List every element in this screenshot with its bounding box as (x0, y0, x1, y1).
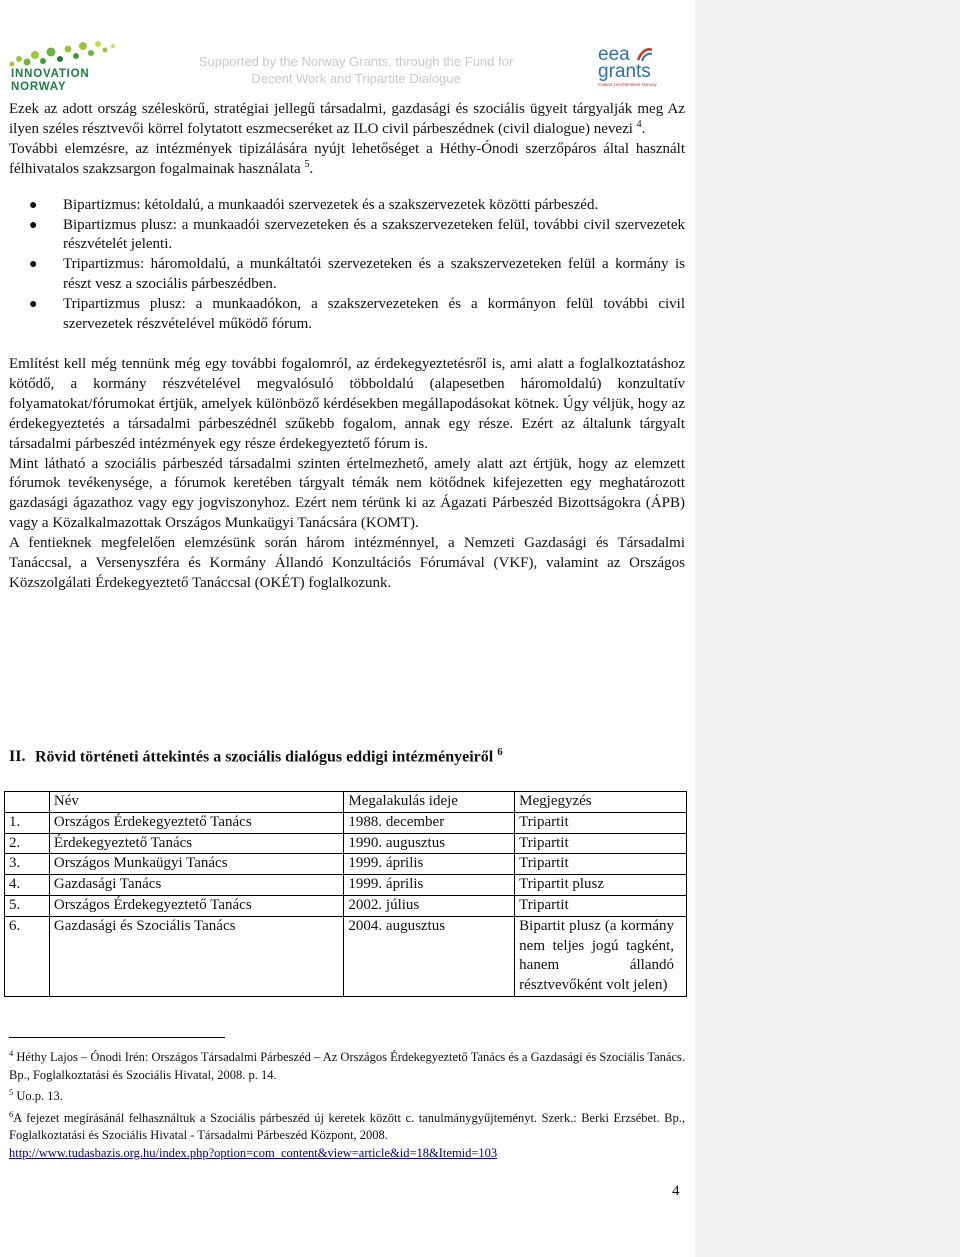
table-cell: 5. (5, 895, 50, 916)
list-item-text: Tripartizmus plusz: a munkaadókon, a szakszervezeteken és a kormányon felül további civil szervezetek részvételével működő fórum. (63, 296, 685, 333)
table-cell: 6. (5, 916, 50, 996)
section-heading (9, 746, 503, 766)
table-cell: Gazdasági Tanács (49, 875, 343, 896)
body-paragraph-3: A fentieknek megfelelően elemzésünk során három intézménnyel, a Nemzeti Gazdasági és Társadalmi Tanáccsal, a Versenyszféra és Kormány Állandó Konzultációs Fórumával (VKF), valamint az Országos Közszolgálati Érdekegyeztető Tanáccsal (OKÉT) foglalkozunk. (9, 535, 685, 591)
table-header-cell (5, 792, 50, 813)
table-cell: Gazdasági és Szociális Tanács (49, 916, 343, 996)
intro-paragraph-1-end: . (641, 120, 646, 137)
table-header-cell: Megjegyzés (515, 792, 687, 813)
table-cell: Országos Munkaügyi Tanács (49, 854, 343, 875)
header-caption-line2: Decent Work and Tripartite Dialogue (251, 71, 461, 86)
page-header (0, 0, 695, 95)
table-row (5, 833, 687, 854)
logo-text-line2: NORWAY (11, 81, 67, 93)
footnote-ref-4[interactable]: 4 (636, 118, 642, 130)
table-cell: Országos Érdekegyeztető Tanács (49, 812, 343, 833)
eea-logo-line2: grants (598, 61, 651, 82)
intro-paragraph-1 (9, 100, 685, 140)
table-cell: 2004. augusztus (344, 916, 515, 996)
footnote-4 (9, 1045, 685, 1084)
eea-grants-logo (596, 46, 666, 94)
footnote-6 (9, 1106, 685, 1163)
table-cell: Bipartit plusz (a kormány nem teljes jogú tagként, hanem állandó résztvevőként volt jelen) (515, 916, 687, 996)
section-title: Rövid történeti áttekintés a szociális dialógus eddigi intézményeiről (35, 748, 494, 766)
footnote-marker: 4 (9, 1048, 14, 1058)
footnotes (9, 1045, 685, 1162)
intro-paragraph-1-text: Ezek az adott ország széleskörű, stratégiai jellegű társadalmi, gazdasági és szociális ügyeit tárgyalják meg Az ilyen széles résztvevői körrel folytatott eszmecseréket az ILO civil párbeszédnek (civil dialogue) nevezi (9, 101, 685, 137)
eea-logo-mark-icon (636, 46, 654, 62)
intro-paragraph-2-end: . (309, 160, 314, 177)
footnote-ref-6[interactable]: 6 (497, 746, 503, 758)
right-margin-panel (695, 0, 960, 1257)
list-item (9, 295, 685, 335)
list-item (9, 255, 685, 295)
table-cell: 4. (5, 875, 50, 896)
bullet-icon: ● (29, 217, 38, 233)
table-cell: 1988. december (344, 812, 515, 833)
header-caption (186, 53, 526, 87)
intro-paragraph-2 (9, 140, 685, 180)
body-paragraph-1: Említést kell még tennünk még egy további fogalomról, az érdekegyeztetésről is, ami alatt a foglalkoztatáshoz kötődő, a kormány részvételével megvalósuló többoldalú (alapesetben háromoldalú) konzultatív folyamatokat/fórumokat értjük, amelyek különböző kérdésekben megállapodásokat kötnek. Úgy véljük, hogy az érdekegyeztetés a társadalmi párbeszédnél szűkebb fogalom, annak egy része. Ezért az általunk tárgyalt társadalmi párbeszéd intézmények egy része érdekegyeztető fórum is. (9, 355, 685, 452)
logo-text-line1: INNOVATION (11, 68, 90, 80)
section-number: II. (9, 748, 26, 766)
eea-logo-tagline: Iceland Liechtenstein Norway (598, 82, 657, 87)
footnote-ref-5[interactable]: 5 (304, 158, 310, 170)
footnote-text: Héthy Lajos – Ónodi Irén: Országos Társadalmi Párbeszéd – Az Országos Érdekegyeztető Tanács és a Gazdasági és Szociális Tanács. Bp., Foglalkoztatási és Szociális Hivatal, 2008. p. 14. (9, 1050, 685, 1082)
list-item (9, 216, 685, 256)
footnote-marker: 6 (9, 1108, 14, 1119)
table-row (5, 895, 687, 916)
table-row (5, 875, 687, 896)
table-cell: Tripartit (515, 895, 687, 916)
table-cell: 2002. július (344, 895, 515, 916)
institutions-table (4, 791, 687, 997)
table-header-row (5, 792, 687, 813)
main-content (9, 100, 685, 594)
list-item-text: Bipartizmus plusz: a munkaadói szervezeteken és a szakszervezeteken felül, további civil szervezetek részvételét jelenti. (63, 216, 685, 253)
page-number: 4 (672, 1183, 680, 1199)
table-cell: 1990. augusztus (344, 833, 515, 854)
table-row (5, 916, 687, 996)
body-paragraph-2: Mint látható a szociális párbeszéd társadalmi szinten értelmezhető, amely alatt azt értjük, hogy az elemzett fórumok tevékenysége, a fórumok keretében tárgyalt témák nem kötődnek kifejezetten egy meghatározott gazdasági ágazathoz vagy egy jogviszonyhoz. Ezért nem térünk ki az Ágazati Párbeszéd Bizottságokra (ÁPB) vagy a Közalkalmazottak Országos Munkaügyi Tanácsára (KOMT). (9, 455, 685, 532)
table-cell: Érdekegyeztető Tanács (49, 833, 343, 854)
footnote-text: A fejezet megírásánál felhasználtuk a Szociális párbeszéd új keretek között c. tanulmánygyűjteményt. Szerk.: Berki Erzsébet. Bp., Foglalkoztatási és Szociális Hivatal - Társadalmi Párbeszéd Központ, 2008. (9, 1110, 685, 1143)
footnote-text: Uo.p. 13. (13, 1089, 63, 1104)
table-row (5, 854, 687, 875)
header-caption-line1: Supported by the Norway Grants, through the Fund for (198, 54, 514, 69)
table-header-cell: Megalakulás ideje (344, 792, 515, 813)
list-item-text: Bipartizmus: kétoldalú, a munkaadói szervezetek és a szakszervezetek közötti párbeszéd. (63, 196, 599, 213)
source-link[interactable]: http://www.tudasbazis.org.hu/index.php?option=com_content&view=article&id=18&Itemid=103 (9, 1145, 498, 1160)
bullet-icon: ● (29, 297, 38, 313)
table-cell: 1999. április (344, 875, 515, 896)
table-cell: 1. (5, 812, 50, 833)
bullet-icon: ● (29, 197, 38, 213)
table-cell: Tripartit (515, 854, 687, 875)
footnote-5 (9, 1084, 685, 1106)
innovation-norway-logo (8, 40, 128, 95)
bullet-list (9, 196, 685, 335)
table-cell: Országos Érdekegyeztető Tanács (49, 895, 343, 916)
footnote-separator (9, 1037, 225, 1038)
table-cell: 2. (5, 833, 50, 854)
table-header-cell: Név (49, 792, 343, 813)
eea-logo-line1: eea (598, 44, 630, 65)
table-cell: Tripartit (515, 812, 687, 833)
table-cell: Tripartit plusz (515, 875, 687, 896)
table-cell: 1999. április (344, 854, 515, 875)
bullet-icon: ● (29, 257, 38, 273)
intro-paragraph-2-text: További elemzésre, az intézmények tipizálására nyújt lehetőséget a Héthy-Ónodi szerzőpáros által használt félhivatalos szakzsargon fogalmainak használata (9, 140, 685, 177)
table-cell: 3. (5, 854, 50, 875)
table-cell: Tripartit (515, 833, 687, 854)
list-item-text: Tripartizmus: háromoldalú, a munkáltatói szervezeteken és a szakszervezeteken felül a kormány is részt vesz a szociális párbeszédben. (63, 256, 685, 293)
list-item (9, 196, 685, 216)
table-row (5, 812, 687, 833)
footnote-marker: 5 (9, 1087, 14, 1098)
